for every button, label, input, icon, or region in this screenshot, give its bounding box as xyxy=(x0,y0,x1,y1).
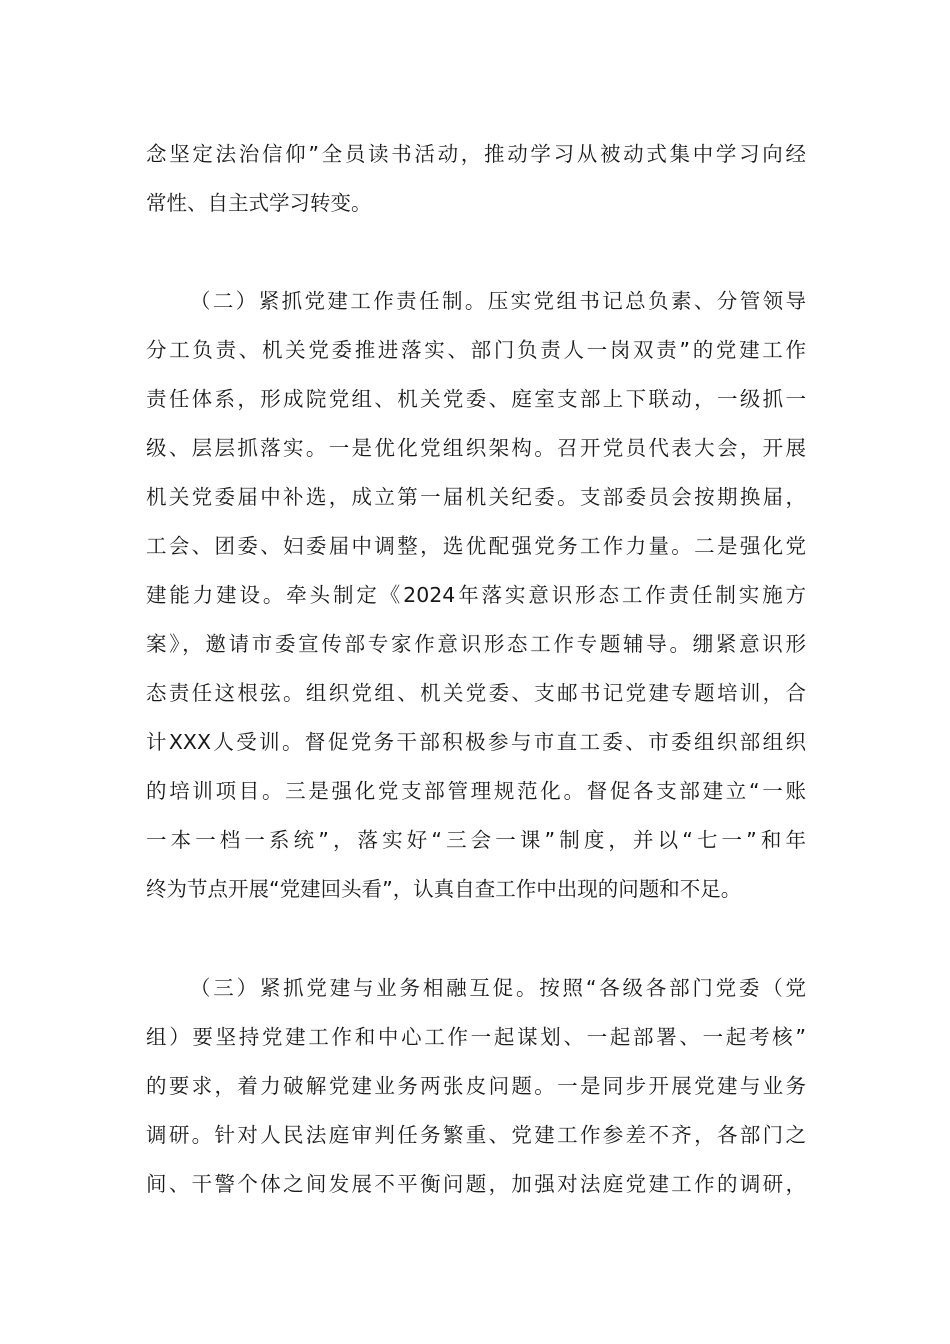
text-line: 的培训项目。三是强化党支部管理规范化。督促各支部建立“一账 xyxy=(146,779,806,803)
section-heading-line: （二）紧抓党建工作责任制。压实党组书记总负素、分管领导 xyxy=(190,289,806,313)
text-line: 常性、自主式学习转变。 xyxy=(146,191,372,215)
text-line: 一本一档一系统”，落实好“三会一课”制度，并以“七一”和年 xyxy=(146,828,806,852)
text-line: 态责任这根弦。组织党组、机关党委、支邮书记党建专题培训，合 xyxy=(146,681,806,705)
text-line: 工会、团委、妇委届中调整，选优配强党务工作力量。二是强化党 xyxy=(146,534,806,558)
text-line: 间、干警个体之间发展不平衡问题，加强对法庭党建工作的调研， xyxy=(146,1172,806,1196)
text-line: 机关党委届中补选，成立第一届机关纪委。支部委员会按期换届， xyxy=(146,485,806,509)
text-line: 分工负责、机关党委推进落实、部门负责人一岗双责”的党建工作 xyxy=(146,338,806,362)
text-line: 调研。针对人民法庭审判任务繁重、党建工作参差不齐，各部门之 xyxy=(146,1123,806,1147)
text-line: 计XXX人受训。督促党务干部积极参与市直工委、市委组织部组织 xyxy=(146,730,806,754)
text-line: 建能力建设。牵头制定《2024年落实意识形态工作责任制实施方 xyxy=(146,583,806,607)
text-line: 终为节点开展“党建回头看”，认真自查工作中出现的问题和不足。 xyxy=(146,877,742,901)
section-heading-line: （三）紧抓党建与业务相融互促。按照“各级各部门党委（党 xyxy=(190,976,806,1000)
text-line: 的要求，着力破解党建业务两张皮问题。一是同步开展党建与业务 xyxy=(146,1074,806,1098)
text-line: 案》，邀请市委宣传部专家作意识形态工作专题辅导。绷紧意识形 xyxy=(146,632,806,656)
text-line: 念坚定法治信仰”全员读书活动，推动学习从被动式集中学习向经 xyxy=(146,142,806,166)
text-line: 责任体系，形成院党组、机关党委、庭室支部上下联动，一级抓一 xyxy=(146,387,806,411)
text-line: 组）要坚持党建工作和中心工作一起谋划、一起部署、一起考核” xyxy=(146,1025,806,1049)
text-line: 级、层层抓落实。一是优化党组织架构。召开党员代表大会，开展 xyxy=(146,436,806,460)
